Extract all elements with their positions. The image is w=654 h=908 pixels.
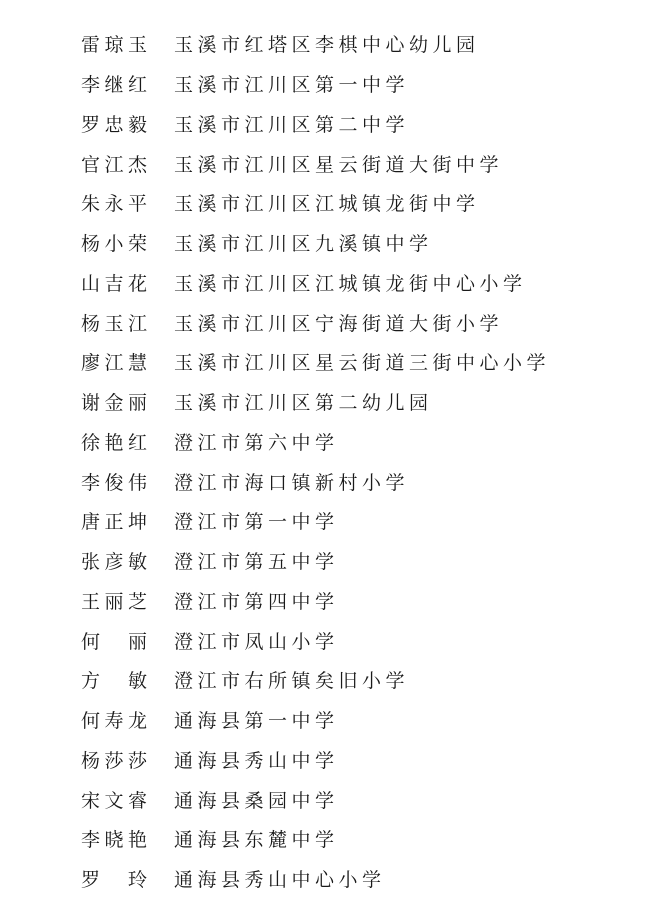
school-name: 澄江市第四中学 <box>174 590 339 613</box>
list-item <box>81 104 641 144</box>
list-item <box>81 382 641 422</box>
person-name: 何寿龙 <box>81 710 152 733</box>
list-item <box>81 660 641 700</box>
school-name: 澄江市海口镇新村小学 <box>174 471 410 494</box>
school-name: 通海县桑园中学 <box>174 789 339 812</box>
school-name: 澄江市第一中学 <box>174 511 339 534</box>
school-name: 玉溪市江川区第二幼儿园 <box>174 392 433 415</box>
list-item <box>81 302 641 342</box>
person-name: 李继红 <box>81 74 152 97</box>
list-item <box>81 461 641 501</box>
list-item <box>81 24 641 64</box>
person-name: 廖江慧 <box>81 352 152 375</box>
list-item <box>81 183 641 223</box>
school-name: 澄江市右所镇矣旧小学 <box>174 670 410 693</box>
person-name: 官江杰 <box>81 153 152 176</box>
list-item <box>81 581 641 621</box>
list-item <box>81 143 641 183</box>
school-name: 玉溪市江川区九溪镇中学 <box>174 233 433 256</box>
list-item <box>81 859 641 899</box>
person-name: 宋文睿 <box>81 789 152 812</box>
person-name: 罗忠毅 <box>81 113 152 136</box>
school-name: 玉溪市江川区宁海街道大街小学 <box>174 312 504 335</box>
list-item <box>81 620 641 660</box>
list-item <box>81 779 641 819</box>
person-name: 唐正坤 <box>81 511 152 534</box>
person-name: 杨莎莎 <box>81 749 152 772</box>
person-name: 谢金丽 <box>81 392 152 415</box>
list-item <box>81 64 641 104</box>
list-item <box>81 740 641 780</box>
school-name: 玉溪市江川区江城镇龙街中心小学 <box>174 272 527 295</box>
name-list <box>81 24 641 899</box>
school-name: 通海县秀山中学 <box>174 749 339 772</box>
list-item <box>81 342 641 382</box>
list-item <box>81 819 641 859</box>
person-name: 雷琼玉 <box>81 34 152 57</box>
school-name: 澄江市凤山小学 <box>174 630 339 653</box>
person-name: 王丽芝 <box>81 590 152 613</box>
school-name: 通海县第一中学 <box>174 710 339 733</box>
school-name: 澄江市第五中学 <box>174 551 339 574</box>
person-name: 杨玉江 <box>81 312 152 335</box>
person-name: 徐艳红 <box>81 431 152 454</box>
list-item <box>81 263 641 303</box>
school-name: 通海县东麓中学 <box>174 829 339 852</box>
list-item <box>81 422 641 462</box>
list-item <box>81 700 641 740</box>
person-name: 罗 玲 <box>81 869 152 892</box>
person-name: 方 敏 <box>81 670 152 693</box>
school-name: 玉溪市江川区第二中学 <box>174 113 410 136</box>
school-name: 玉溪市江川区江城镇龙街中学 <box>174 193 480 216</box>
school-name: 通海县秀山中心小学 <box>174 869 386 892</box>
person-name: 李晓艳 <box>81 829 152 852</box>
school-name: 澄江市第六中学 <box>174 431 339 454</box>
person-name: 张彦敏 <box>81 551 152 574</box>
person-name: 朱永平 <box>81 193 152 216</box>
list-item <box>81 223 641 263</box>
person-name: 何 丽 <box>81 630 152 653</box>
person-name: 李俊伟 <box>81 471 152 494</box>
school-name: 玉溪市江川区星云街道大街中学 <box>174 153 504 176</box>
person-name: 山吉花 <box>81 272 152 295</box>
school-name: 玉溪市红塔区李棋中心幼儿园 <box>174 34 480 57</box>
person-name: 杨小荣 <box>81 233 152 256</box>
list-item <box>81 541 641 581</box>
school-name: 玉溪市江川区星云街道三街中心小学 <box>174 352 551 375</box>
school-name: 玉溪市江川区第一中学 <box>174 74 410 97</box>
list-item <box>81 501 641 541</box>
